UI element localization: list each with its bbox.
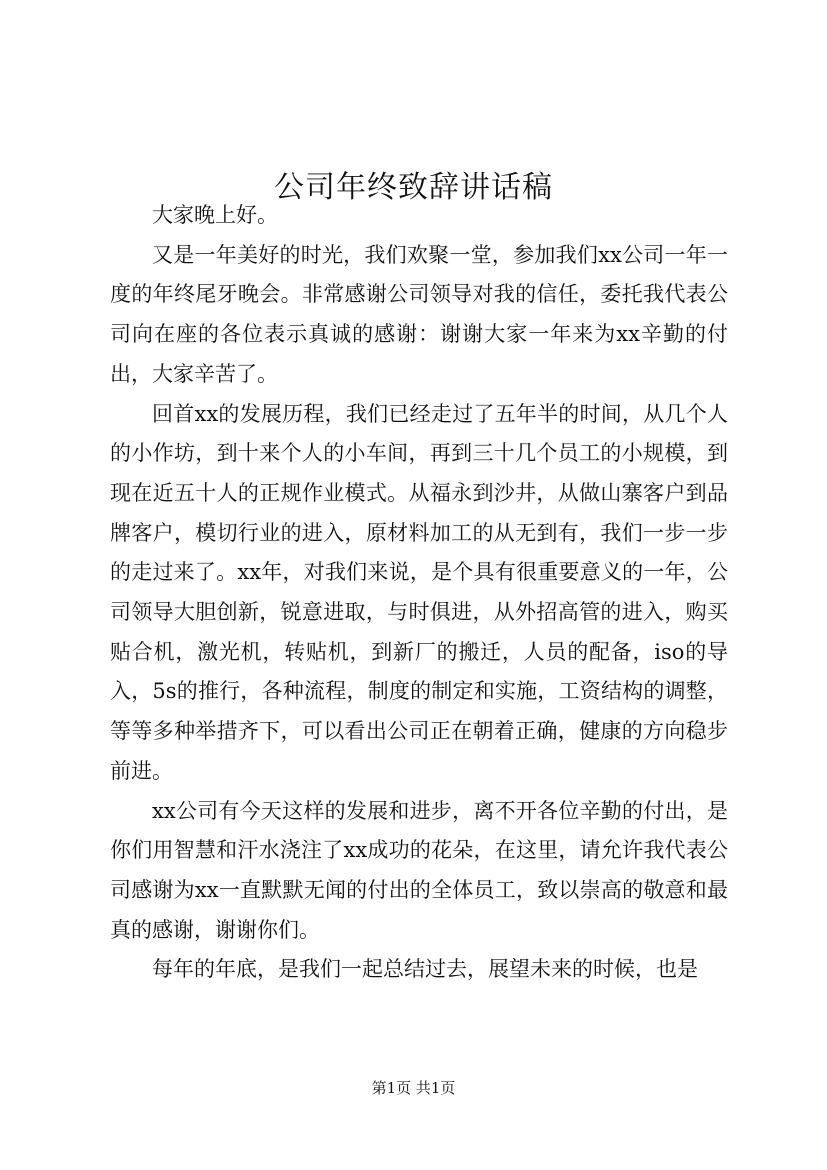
page-number-footer: 第1页 共1页 xyxy=(371,1079,456,1097)
document-body xyxy=(110,196,728,990)
paragraph-thanks: xx公司有今天这样的发展和进步，离不开各位辛勤的付出，是你们用智慧和汗水浇注了xx成功的花朵，在这里，请允许我代表公司感谢为xx一直默默无闻的付出的全体员工，致以崇高的敬意和最真的感谢，谢谢你们。 xyxy=(110,798,728,942)
paragraph-year-end: 每年的年底，是我们一起总结过去，展望未来的时候，也是 xyxy=(152,957,698,982)
paragraph-intro: 又是一年美好的时光，我们欢聚一堂，参加我们xx公司一年一度的年终尾牙晚会。非常感谢公司领导对我的信任，委托我代表公司向在座的各位表示真诚的感谢：谢谢大家一年来为xx辛勤的付出，大家辛苦了。 xyxy=(110,242,728,386)
paragraph-history: 回首xx的发展历程，我们已经走过了五年半的时间，从几个人的小作坊，到十来个人的小车间，再到三十几个员工的小规模，到现在近五十人的正规作业模式。从福永到沙井，从做山寨客户到品牌客户，模切行业的进入，原材料加工的从无到有，我们一步一步的走过来了。xx年，对我们来说，是个具有很重要意义的一年，公司领导大胆创新，锐意进取，与时俱进，从外招高管的进入，购买贴合机，激光机，转贴机，到新厂的搬迁，人员的配备，iso的导入，5s的推行，各种流程，制度的制定和实施，工资结构的调整，等等多种举措齐下，可以看出公司正在朝着正确，健康的方向稳步前进。 xyxy=(110,401,728,783)
document-title: 公司年终致辞讲话稿 xyxy=(274,170,553,206)
paragraph-greeting: 大家晚上好。 xyxy=(152,203,278,227)
